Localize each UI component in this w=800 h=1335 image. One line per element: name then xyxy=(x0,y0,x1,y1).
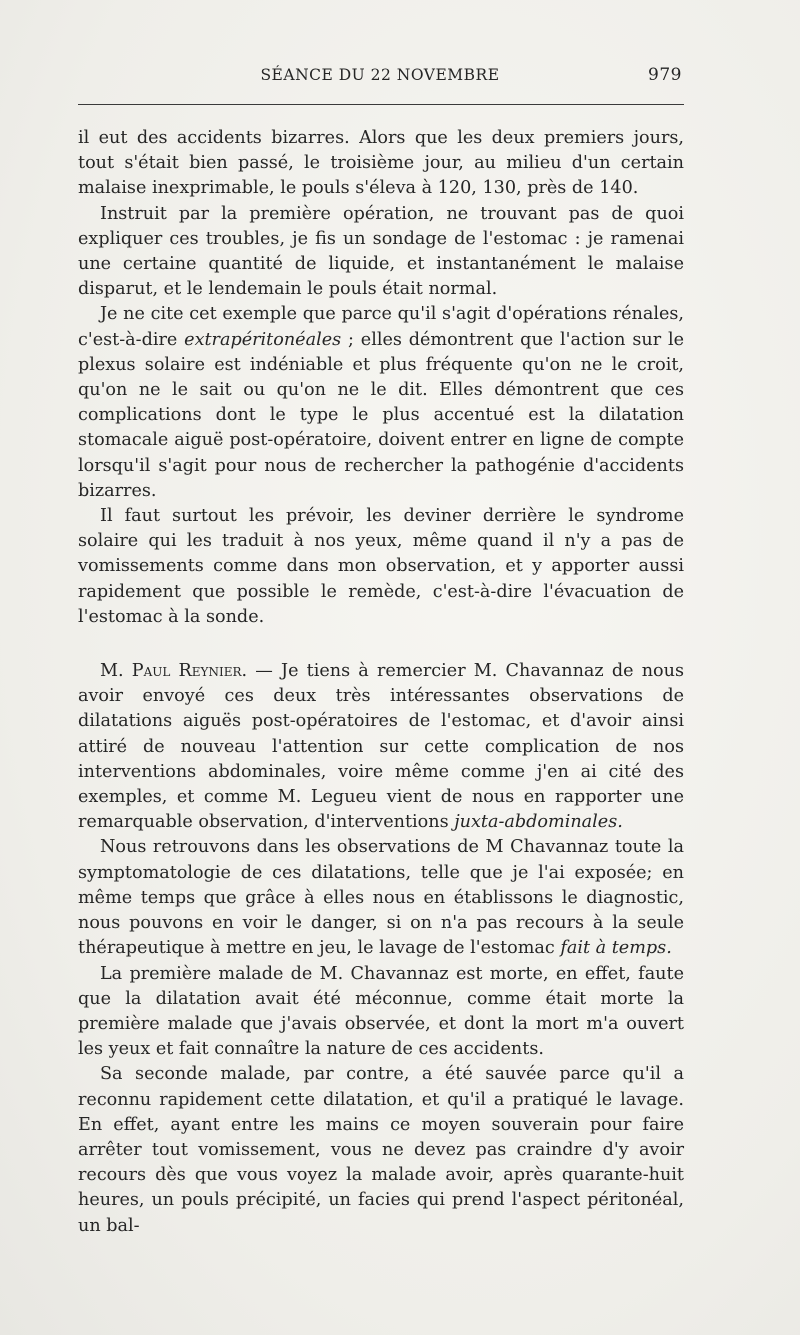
paragraph-8: Sa seconde malade, par contre, a été sauvée parce qu'il a reconnu rapidement cette dilatation, et qu'il a pratiqué le lavage. En effet, ayant entre les mains ce moyen souverain pour faire arrêter tout vomissement, vous ne devez pas craindre d'y avoir recours dès que vous voyez la malade avoir, après quarante-huit heures, un pouls précipité, un facies qui prend l'aspect péritonéal, un bal- xyxy=(78,1064,684,1236)
paragraph-4: Il faut surtout les prévoir, les deviner derrière le syndrome solaire qui les traduit à nos yeux, même quand il n'y a pas de vomissements comme dans mon observation, et y apporter aussi rapidement que possible le remède, c'est-à-dire l'évacuation de l'estomac à la sonde. xyxy=(78,506,684,627)
paragraph-6 xyxy=(78,835,684,961)
paragraph-3-text-b: ; elles démontrent que l'action sur le plexus solaire est indéniable et plus fréquente qu'on ne le croit, qu'on ne le sait ou qu'on ne le dit. Elles démontrent que ces complications dont le type le plus accentué est la dilatation stomacale aiguë post-opératoire, doivent entrer en ligne de compte lorsqu'il s'agit pour nous de rechercher la pathogénie d'accidents bizarres. xyxy=(78,329,684,501)
page-header xyxy=(78,66,682,92)
speaker-name: M. Paul Reynier. xyxy=(100,661,248,682)
paragraph-3 xyxy=(78,302,684,504)
paragraph-5 xyxy=(78,659,684,835)
paragraph-3-emphasis: extrapéritonéales xyxy=(184,329,342,350)
paragraph-7: La première malade de M. Chavannaz est morte, en effet, faute que la dilatation avait été méconnue, comme était morte la première malade que j'avais observée, et dont la mort m'a ouvert les yeux et fait connaître la nature de ces accidents. xyxy=(78,963,684,1060)
running-head: SÉANCE DU 22 NOVEMBRE xyxy=(260,66,500,84)
body-text xyxy=(78,126,684,1239)
paragraph-6-text: Nous retrouvons dans les observations de M Chavannaz toute la symptomatologie de ces dilatations, telle que je l'ai exposée; en même temps que grâce à elles nous en établissons le diagnostic, nous pouvons en voir le danger, si on n'a pas recours à la seule thérapeutique à mettre en jeu, le lavage de l'estomac xyxy=(78,837,684,959)
paragraph-3-text-a: Je ne cite cet exemple que parce qu'il s'agit d'opérations rénales, c'est-à-dire xyxy=(78,304,684,350)
paragraph-6-emphasis: fait à temps. xyxy=(560,938,672,959)
page-number: 979 xyxy=(648,65,682,85)
header-rule xyxy=(78,104,684,105)
paragraph-5-emphasis: juxta-abdominales. xyxy=(454,812,623,833)
paragraph-5-text: — Je tiens à remercier M. Chavannaz de nous avoir envoyé ces deux très intéressantes observations de dilatations aiguës post-opératoires de l'estomac, et d'avoir ainsi attiré de nouveau l'attention sur cette complication de nos interventions abdominales, voire même comme j'en ai cité des exemples, et comme M. Legueu vient de nous en rapporter une remarquable observation, d'interventions xyxy=(78,661,684,833)
paragraph-2: Instruit par la première opération, ne trouvant pas de quoi expliquer ces troubles, je fis un sondage de l'estomac : je ramenai une certaine quantité de liquide, et instantanément le malaise disparut, et le lendemain le pouls était normal. xyxy=(78,203,684,300)
paragraph-1: il eut des accidents bizarres. Alors que les deux premiers jours, tout s'était bien passé, le troisième jour, au milieu d'un certain malaise inexprimable, le pouls s'éleva à 120, 130, près de 140. xyxy=(78,128,684,199)
